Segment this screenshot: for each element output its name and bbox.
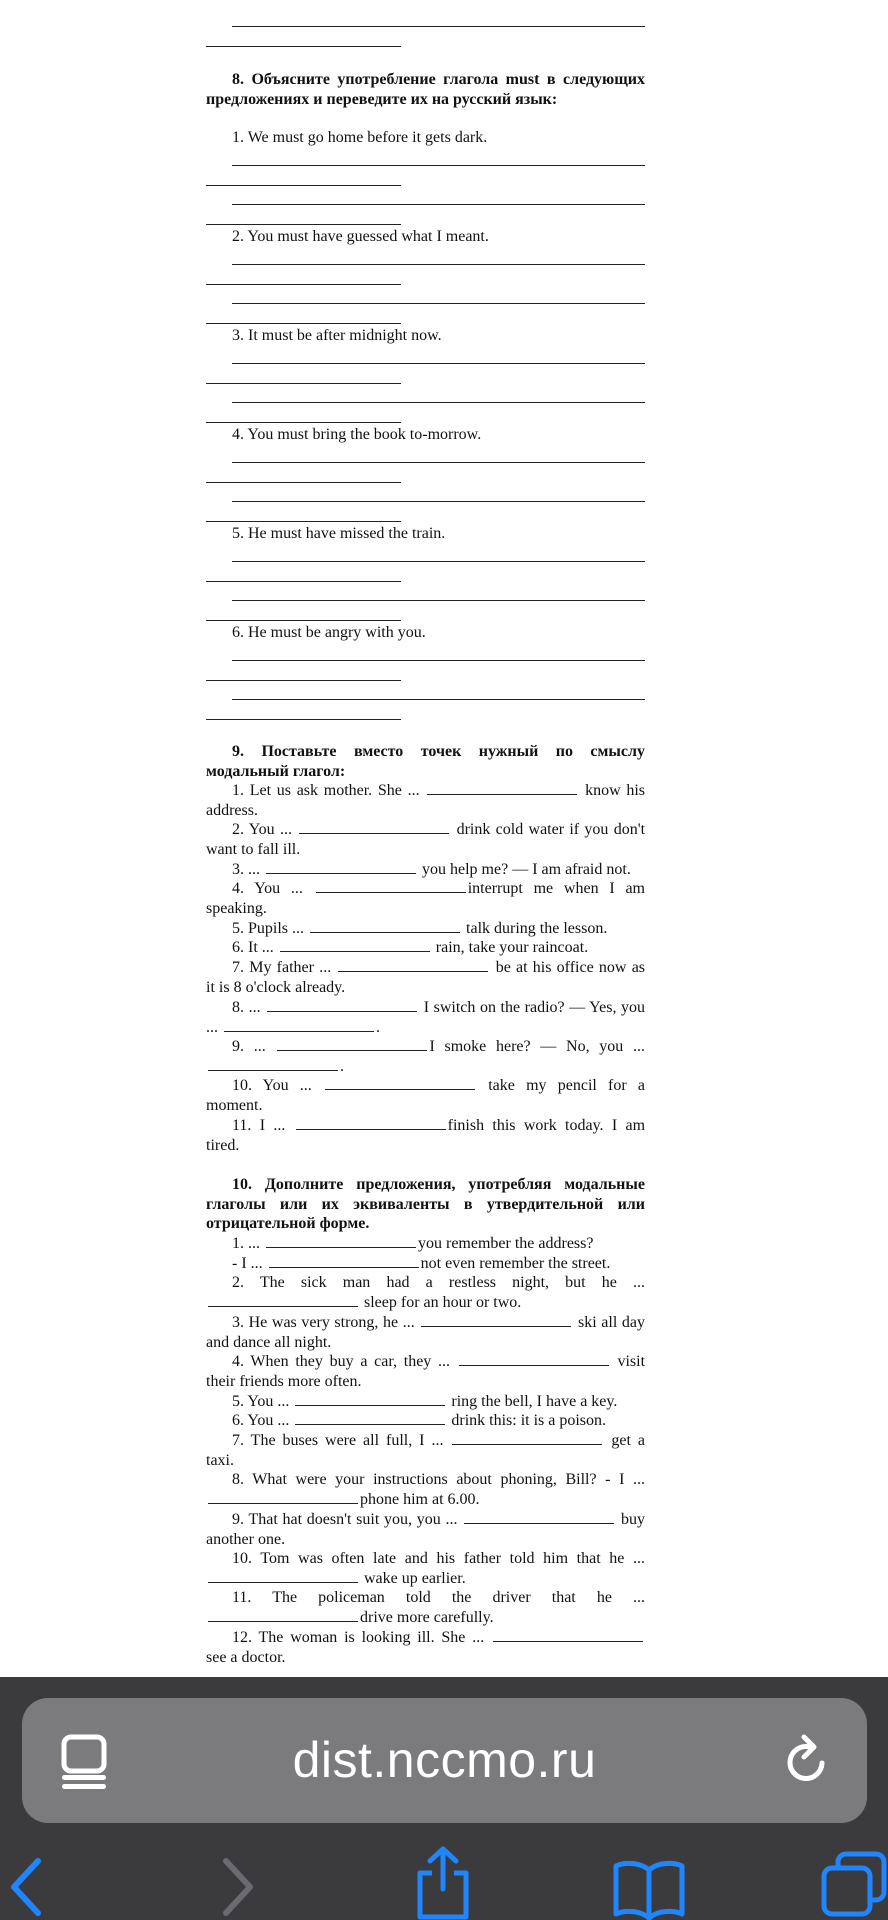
ex10-item-4: 4. When they buy a car, they ... visit their friends more often. (206, 1353, 646, 1390)
ex8-item-6: 6. He must be angry with you. (232, 624, 426, 641)
ex9-item-3: 3. ... you help me? — I am afraid not. (232, 861, 631, 878)
ex9-item-1: 1. Let us ask mother. She ... know his address. (206, 782, 646, 819)
reload-icon[interactable] (784, 1733, 834, 1789)
ex9-item-7: 7. My father ... be at his office now as it is 8 o'clock already. (206, 959, 646, 996)
ex10-item-5: 5. You ... ring the bell, I have a key. (232, 1393, 618, 1410)
ex10-item-2: 2. The sick man had a restless night, but he ... sleep for an hour or two. (206, 1273, 645, 1312)
ex9-item-2: 2. You ... drink cold water if you don't want to fall ill. (206, 821, 646, 858)
ex10-item-1: 1. ... you remember the address? (232, 1235, 594, 1252)
forward-icon[interactable] (218, 1855, 258, 1920)
ex9-item-5: 5. Pupils ... talk during the lesson. (232, 920, 608, 937)
ex10-item-10: 10. Tom was often late and his father told him that he ... wake up earlier. (206, 1549, 645, 1588)
exercise-8-heading: 8. Объясните употребление глагола must в следующих предложениях и переведите их на русский язык: (206, 71, 645, 108)
ex8-item-5: 5. He must have missed the train. (232, 525, 446, 542)
ex10-item-7: 7. The buses were all full, I ... get a taxi. (206, 1432, 646, 1469)
ex10-item-6: 6. You ... drink this: it is a poison. (232, 1412, 607, 1429)
address-bar[interactable] (22, 1698, 867, 1823)
share-icon[interactable] (412, 1845, 474, 1920)
exercise-10-heading: 10. Дополните предложения, употребляя модальные глаголы или их эквиваленты в утвердительной или отрицательной форме. (206, 1176, 645, 1233)
bookmarks-icon[interactable] (612, 1858, 686, 1920)
ex9-item-9: 9. ... I smoke here? — No, you ... . (206, 1037, 645, 1076)
ex9-item-8: 8. ... I switch on the radio? — Yes, you ... . (206, 999, 646, 1036)
reader-icon[interactable] (60, 1733, 110, 1789)
ex9-item-10: 10. You ... take my pencil for a moment. (206, 1077, 646, 1114)
ex8-item-3: 3. It must be after midnight now. (232, 327, 442, 344)
ex8-item-2: 2. You must have guessed what I meant. (232, 228, 489, 245)
back-icon[interactable] (6, 1855, 46, 1920)
answer-line (206, 46, 401, 47)
ex10-item-9: 9. That hat doesn't suit you, you ... buy another one. (206, 1511, 646, 1548)
ex10-item-3: 3. He was very strong, he ... ski all day and dance all night. (206, 1314, 646, 1351)
url-text[interactable]: dist.nccmo.ru (292, 1732, 597, 1788)
ex10-item-12: 12. The woman is looking ill. She ... see a doctor. (206, 1628, 645, 1667)
ex9-item-6: 6. It ... rain, take your raincoat. (232, 939, 589, 956)
tabs-icon[interactable] (820, 1850, 888, 1920)
ex9-item-11: 11. I ... finish this work today. I am tired. (206, 1117, 646, 1154)
ex8-item-4: 4. You must bring the book to-morrow. (232, 426, 482, 443)
ex9-item-4: 4. You ... interrupt me when I am speaking. (206, 880, 645, 917)
ex8-item-1: 1. We must go home before it gets dark. (232, 129, 488, 146)
answer-line (232, 26, 645, 27)
ex10-item-11: 11. The policeman told the driver that he ... drive more carefully. (206, 1588, 645, 1627)
ex10-item-8: 8. What were your instructions about phoning, Bill? - I ... phone him at 6.00. (206, 1470, 645, 1509)
exercise-9-heading: 9. Поставьте вместо точек нужный по смыслу модальный глагол: (206, 743, 645, 780)
ex10-item-1b: - I ... not even remember the street. (232, 1255, 611, 1272)
